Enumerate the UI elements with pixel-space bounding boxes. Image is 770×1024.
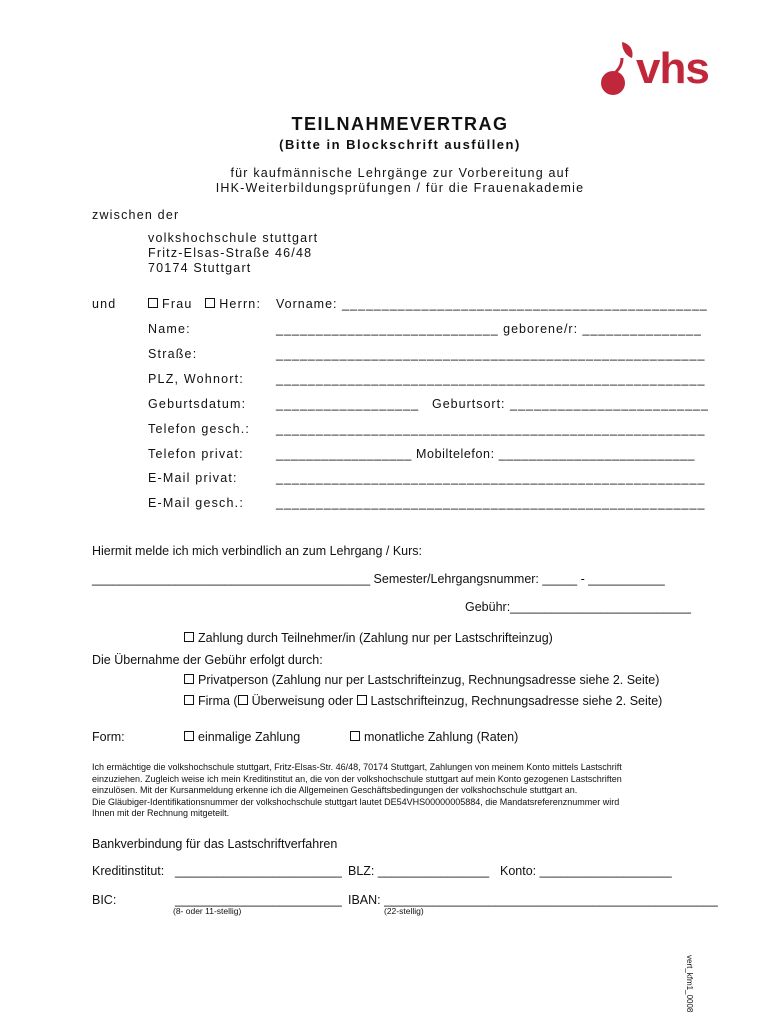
once-checkbox[interactable] [184,731,194,741]
course-intro: Hiermit melde ich mich verbindlich an zum Lehrgang / Kurs: [92,544,422,558]
participant-checkbox[interactable] [184,632,194,642]
email-privat-label: E-Mail privat: [148,471,238,485]
plz-label: PLZ, Wohnort: [148,372,244,386]
vorname-field[interactable]: Vorname: ______________________________________________ [276,297,708,311]
name-label: Name: [148,322,191,336]
takeover-label: Die Übernahme der Gebühr erfolgt durch: [92,653,323,667]
org-city: 70174 Stuttgart [148,261,252,275]
iban-hint: (22-stellig) [384,906,424,916]
logo-text: vhs [636,44,709,93]
geburtsort-field[interactable]: Geburtsort: _________________________ [432,397,709,411]
bic-field[interactable]: ________________________ [175,893,342,907]
mandate-line: Die Gläubiger-Identifikationsnummer der volkshochschule stuttgart lautet DE54VHS00000005884, die Mandatsreferenznummer wird [92,796,620,807]
strasse-label: Straße: [148,347,198,361]
name-field[interactable]: ____________________________ geborene/r: _______________ [276,322,702,336]
mandate-line: einzulösen. Mit der Kursanmeldung erkenne ich die Allgemeinen Geschäftsbedingungen der volkshochschule stuttgart an. [92,785,578,795]
geburtsdatum-label: Geburtsdatum: [148,397,247,411]
vhs-logo [600,36,740,100]
iban-field[interactable]: IBAN: ________________________________________________ [348,893,718,907]
once-option[interactable] [184,730,300,744]
strasse-field[interactable]: ______________________________________________________ [276,347,706,361]
bic-hint: (8- oder 11-stellig) [173,906,242,916]
payment-participant-option[interactable] [184,631,553,645]
tel-privat-label: Telefon privat: [148,447,244,461]
email-privat-field[interactable]: ______________________________________________________ [276,471,706,485]
frau-checkbox[interactable] [148,298,158,308]
bic-label: BIC: [92,893,117,907]
tel-privat-field[interactable]: __________________ Mobiltelefon: __________________________ [276,447,696,461]
mandate-line: Ihnen mit der Rechnung mitgeteilt. [92,808,230,818]
page-subtitle: (Bitte in Blockschrift ausfüllen) [279,137,521,152]
between-label: zwischen der [92,208,180,222]
lastschrift-checkbox[interactable] [357,695,367,705]
org-street: Fritz-Elsas-Straße 46/48 [148,246,313,260]
email-gesch-label: E-Mail gesch.: [148,496,244,510]
once-label: einmalige Zahlung [198,730,301,744]
firma-checkbox[interactable] [184,695,194,705]
tel-gesch-field[interactable]: ______________________________________________________ [276,422,706,436]
frau-label: Frau [162,297,193,311]
plz-field[interactable]: ______________________________________________________ [276,372,706,386]
tel-gesch-label: Telefon gesch.: [148,422,251,436]
monthly-label: monatliche Zahlung (Raten) [364,730,519,744]
footer-code: vert_kfm1_0008 [685,955,694,1013]
herrn-checkbox[interactable] [205,298,215,308]
mandate-line: einzuziehen. Zugleich weise ich mein Kreditinstitut an, die von der volkshochschule stuttgart auf mein Konto gezogenen Lastschriften [92,773,622,784]
ueberweisung-label: Überweisung oder [251,694,354,708]
course-field[interactable]: ________________________________________ Semester/Lehrgangsnummer: _____ - ___________ [92,572,665,586]
intro-line-1: für kaufmännische Lehrgänge zur Vorbereitung auf [230,166,570,180]
kredit-field[interactable]: ________________________ [175,864,342,878]
geburtsdatum-field[interactable]: __________________ [276,397,420,411]
konto-field[interactable]: Konto: ___________________ [500,864,672,878]
fee-field[interactable]: Gebühr:__________________________ [465,600,691,614]
intro-line-2: IHK-Weiterbildungsprüfungen / für die Frauenakademie [215,181,585,195]
private-label: Privatperson (Zahlung nur per Lastschrifteinzug, Rechnungsadresse siehe 2. Seite) [198,673,660,687]
kredit-label: Kreditinstitut: [92,864,165,878]
herrn-label: Herrn: [219,297,262,311]
participant-label: Zahlung durch Teilnehmer/in (Zahlung nur per Lastschrifteinzug) [198,631,553,645]
monthly-option[interactable] [350,730,518,744]
payment-firma-option[interactable] [184,694,662,708]
bank-heading: Bankverbindung für das Lastschriftverfahren [92,837,338,851]
page-title: TEILNAHMEVERTRAG [291,114,509,134]
org-name: volkshochschule stuttgart [148,231,319,245]
firma-label: Firma ( [198,694,238,708]
ueberweisung-checkbox[interactable] [238,695,248,705]
monthly-checkbox[interactable] [350,731,360,741]
private-checkbox[interactable] [184,674,194,684]
salutation [148,297,261,311]
mandate-line: Ich ermächtige die volkshochschule stuttgart, Fritz-Elsas-Str. 46/48, 70174 Stuttgart, Zahlungen von meinem Konto mittels Lastschrift [92,762,622,772]
form-label: Form: [92,730,125,744]
payment-private-option[interactable] [184,673,659,687]
blz-field[interactable]: BLZ: ________________ [348,864,490,878]
lastschrift-label: Lastschrifteinzug, Rechnungsadresse siehe 2. Seite) [370,694,663,708]
email-gesch-field[interactable]: ______________________________________________________ [276,496,706,510]
and-label: und [92,297,117,311]
mandate-text [92,762,622,820]
